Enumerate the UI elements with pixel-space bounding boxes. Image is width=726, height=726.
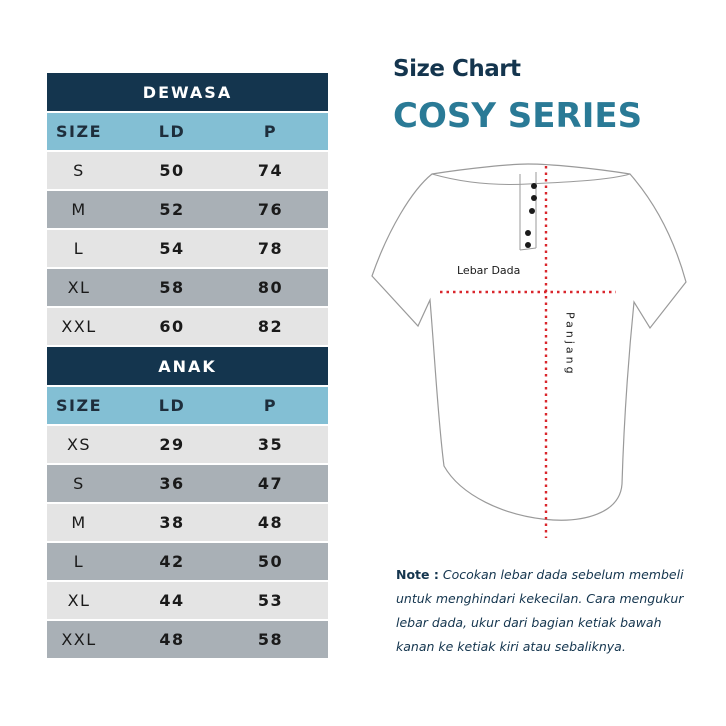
size-cell: XXL: [61, 317, 97, 336]
ld-cell: 54: [159, 239, 185, 258]
note-label: Note :: [396, 567, 439, 582]
p-cell: 35: [257, 435, 284, 454]
table-row: [47, 230, 328, 269]
ld-cell: 60: [159, 317, 185, 336]
ld-cell: 29: [159, 435, 185, 454]
button-dot: [525, 242, 531, 248]
size-cell: S: [73, 474, 85, 493]
p-cell: 80: [257, 278, 284, 297]
ld-cell: 50: [159, 161, 185, 180]
column-header-size: SIZE: [55, 396, 102, 415]
size-cell: M: [71, 513, 87, 532]
button-dot: [531, 195, 537, 201]
series-title: COSY SERIES: [393, 96, 643, 136]
size-cell: XL: [67, 591, 91, 610]
size-cell: XXL: [61, 630, 97, 649]
size-chart-title: Size Chart: [393, 56, 521, 82]
p-cell: 76: [257, 200, 284, 219]
ld-cell: 58: [159, 278, 185, 297]
chest-label: Lebar Dada: [457, 264, 521, 277]
section-title-dewasa: DEWASA: [47, 73, 328, 113]
length-label: Panjang: [563, 312, 577, 377]
size-cell: S: [73, 161, 85, 180]
note-block: [396, 563, 696, 659]
size-cell: L: [73, 552, 85, 571]
button-dot: [531, 183, 537, 189]
ld-cell: 42: [159, 552, 185, 571]
shirt-diagram: [360, 150, 690, 540]
column-header-p: P: [263, 122, 278, 141]
shirt-outline: [372, 164, 686, 520]
p-cell: 47: [257, 474, 284, 493]
table-row: [47, 426, 328, 465]
p-cell: 53: [257, 591, 284, 610]
ld-cell: 38: [159, 513, 185, 532]
ld-cell: 44: [159, 591, 185, 610]
ld-cell: 48: [159, 630, 185, 649]
table-header-row: [47, 387, 328, 426]
size-cell: M: [71, 200, 87, 219]
table-row: [47, 465, 328, 504]
p-cell: 48: [257, 513, 284, 532]
button-dot: [525, 230, 531, 236]
p-cell: 82: [257, 317, 284, 336]
table-row: [47, 621, 328, 660]
size-table: [47, 73, 328, 660]
p-cell: 74: [257, 161, 284, 180]
size-cell: XS: [66, 435, 92, 454]
button-dot: [529, 208, 535, 214]
size-cell: XL: [67, 278, 91, 297]
table-row: [47, 582, 328, 621]
p-cell: 50: [257, 552, 284, 571]
column-header-size: SIZE: [55, 122, 102, 141]
p-cell: 78: [257, 239, 284, 258]
table-row: [47, 308, 328, 347]
size-cell: L: [73, 239, 85, 258]
ld-cell: 52: [159, 200, 185, 219]
table-header-row: [47, 113, 328, 152]
p-cell: 58: [257, 630, 284, 649]
section-title-anak: ANAK: [47, 347, 328, 387]
column-header-ld: LD: [158, 122, 186, 141]
table-row: [47, 152, 328, 191]
note-text: Cocokan lebar dada sebelum membeli untuk menghindari kekecilan. Cara mengukur lebar dada, ukur dari bagian ketiak bawah kanan ke ketiak kiri atau sebaliknya.: [396, 567, 684, 654]
table-row: [47, 543, 328, 582]
table-row: [47, 191, 328, 230]
table-row: [47, 504, 328, 543]
table-row: [47, 269, 328, 308]
column-header-ld: LD: [158, 396, 186, 415]
ld-cell: 36: [159, 474, 185, 493]
column-header-p: P: [263, 396, 278, 415]
